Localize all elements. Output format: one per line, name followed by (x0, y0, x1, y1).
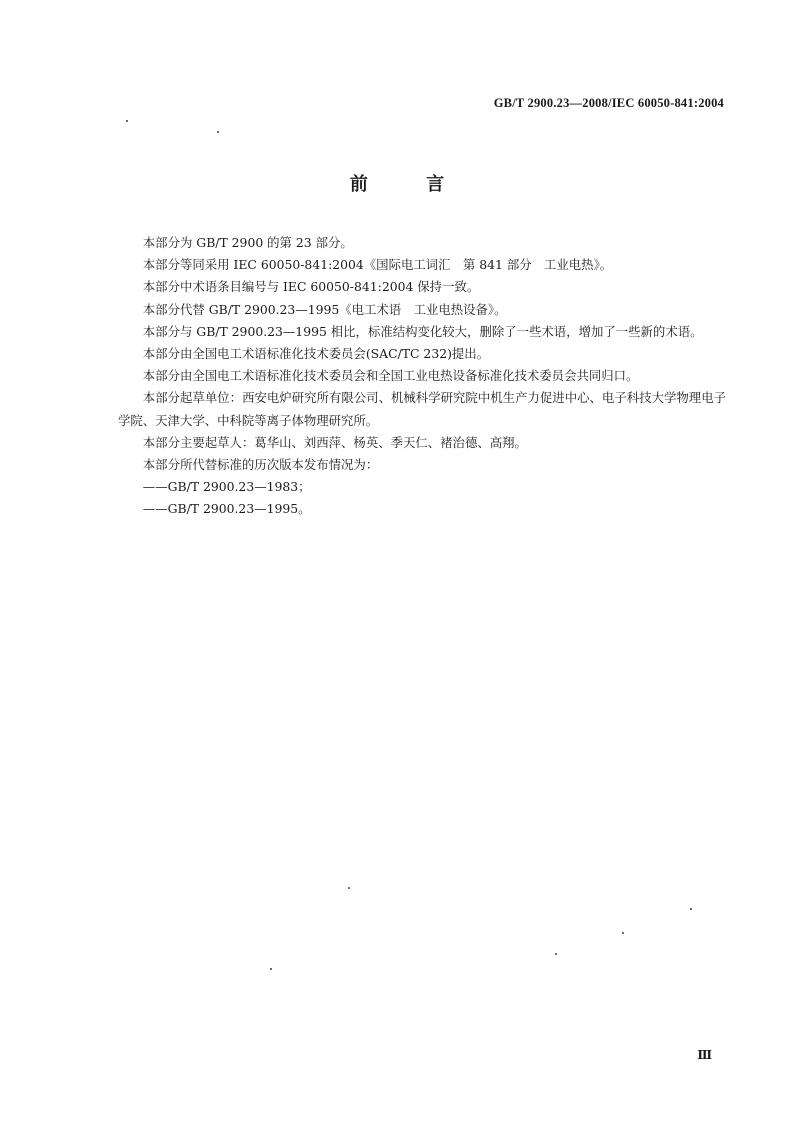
paragraph-centralized-by: 本部分由全国电工术语标准化技术委员会和全国工业电热设备标准化技术委员会共同归口。 (142, 368, 639, 384)
scan-speck (555, 953, 557, 955)
paragraph-changes: 本部分与 GB/T 2900.23—1995 相比，标准结构变化较大，删除了一些术语，增加了一些新的术语。 (142, 323, 703, 339)
scan-speck (348, 887, 350, 889)
paragraph-proposed-by: 本部分由全国电工术语标准化技术委员会(SAC/TC 232)提出。 (142, 346, 490, 362)
list-item-edition-1983: ——GB/T 2900.23—1983； (142, 479, 311, 495)
list-item-edition-1995: ——GB/T 2900.23—1995。 (142, 501, 311, 517)
scan-speck (622, 932, 624, 934)
paragraph-previous-editions: 本部分所代替标准的历次版本发布情况为： (142, 457, 379, 473)
scan-speck (270, 968, 272, 970)
foreword-body (118, 232, 726, 521)
paragraph-part-number: 本部分为 GB/T 2900 的第 23 部分。 (142, 235, 353, 250)
paragraph-drafters: 本部分主要起草人：葛华山、刘西萍、杨英、季天仁、褚治德、高翔。 (142, 434, 527, 450)
paragraph-numbering: 本部分中术语条目编号与 IEC 60050-841:2004 保持一致。 (142, 279, 480, 295)
standard-number-header: GB/T 2900.23—2008/IEC 60050-841:2004 (493, 96, 724, 110)
paragraph-adoption: 本部分等同采用 IEC 60050-841:2004《国际电工词汇 第 841 部分 工业电热》。 (142, 257, 613, 273)
paragraph-drafting-units: 本部分起草单位：西安电炉研究所有限公司、机械科学研究院中机生产力促进中心、电子科技大学物理电子学院、天津大学、中科院等离子体物理研究所。 (118, 390, 726, 428)
scan-speck (126, 120, 128, 122)
paragraph-replaces: 本部分代替 GB/T 2900.23—1995《电工术语 工业电热设备》。 (142, 301, 507, 317)
page-number: Ⅲ (697, 1048, 712, 1062)
scan-speck (217, 131, 219, 133)
scan-speck (690, 908, 692, 910)
page-title: 前 言 (349, 174, 471, 195)
